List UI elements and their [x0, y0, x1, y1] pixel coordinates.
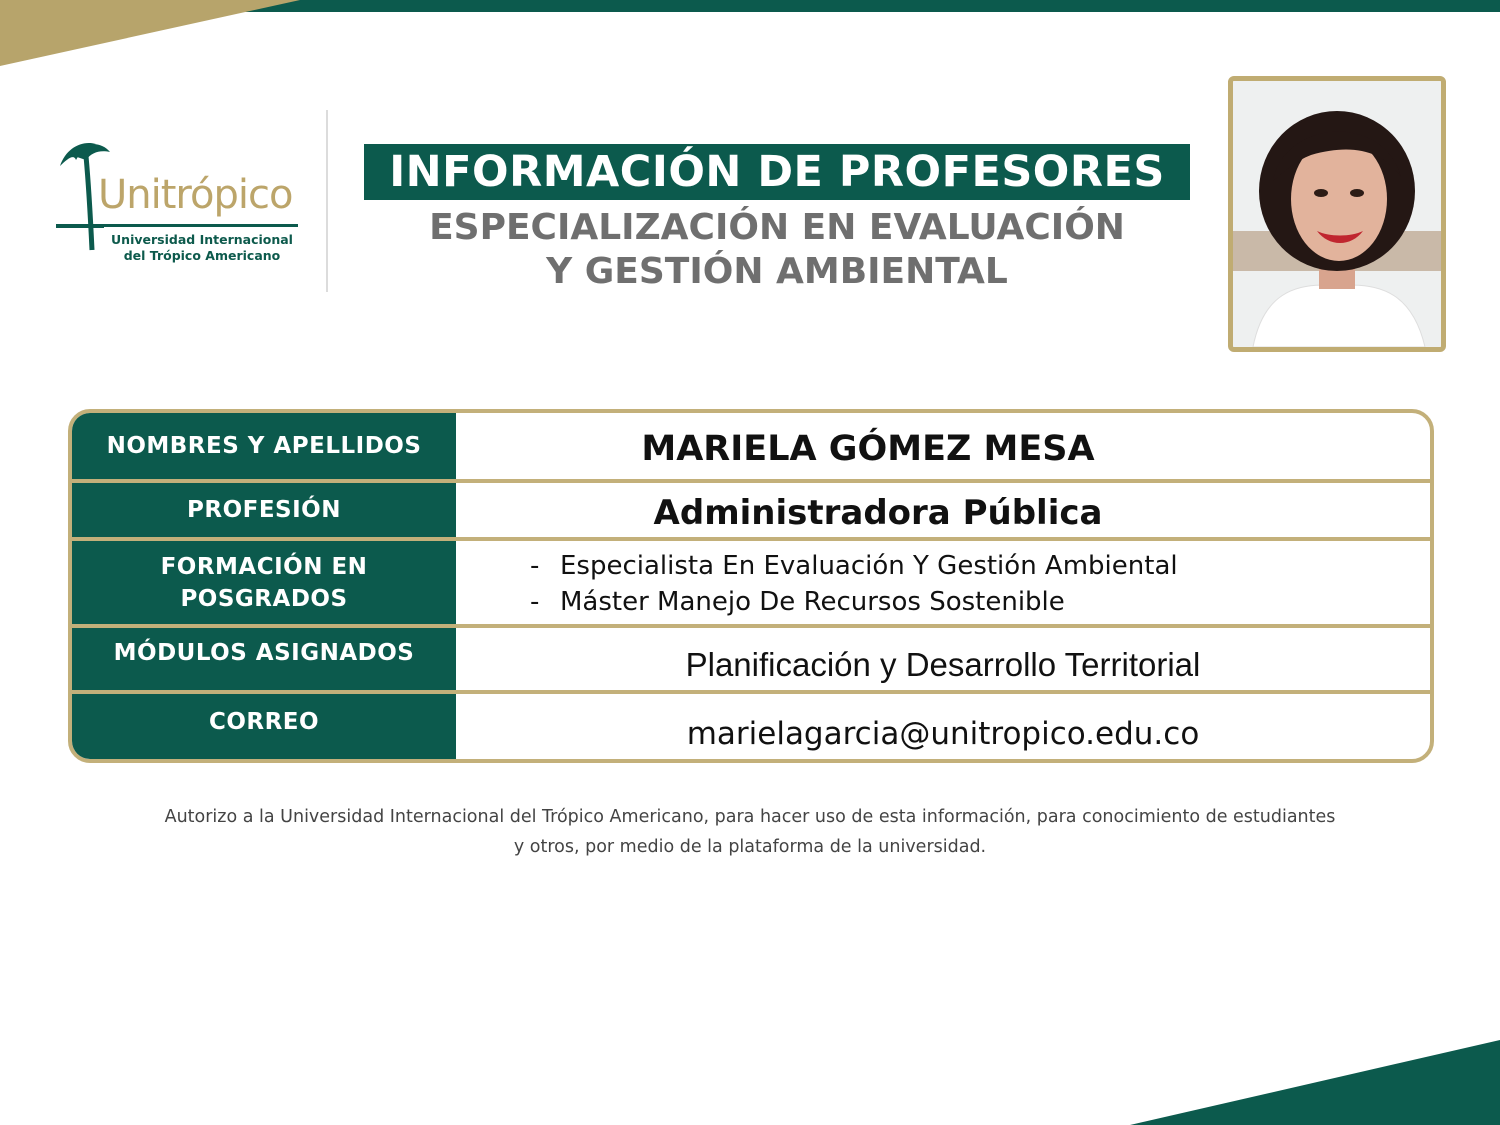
row-name: [72, 413, 1430, 479]
logo-subtitle-line2: del Trópico Americano: [123, 248, 281, 263]
list-item: [530, 587, 1065, 617]
bullet-dash: -: [530, 587, 540, 617]
logo-underline: [98, 224, 298, 227]
professor-portrait-icon: [1233, 81, 1441, 347]
professor-photo: [1228, 76, 1446, 352]
value-modules-cell: [456, 628, 1430, 690]
label-name: NOMBRES Y APELLIDOS: [72, 413, 456, 479]
row-modules: [72, 628, 1430, 690]
logo-subtitle: [92, 232, 312, 264]
label-modules: MÓDULOS ASIGNADOS: [72, 628, 456, 690]
logo-divider: [326, 110, 328, 292]
label-postgrad-line1: FORMACIÓN EN: [160, 553, 368, 580]
value-name-cell: [456, 413, 1430, 479]
notice-line1: Autorizo a la Universidad Internacional del Trópico Americano, para hacer uso de esta información, para conocimiento de estudiantes: [164, 807, 1336, 827]
value-email-cell: [456, 694, 1430, 763]
authorization-notice: [60, 802, 1440, 862]
value-name: MARIELA GÓMEZ MESA: [641, 429, 1095, 469]
value-email[interactable]: marielagarcia@unitropico.edu.co: [686, 716, 1200, 752]
university-logo: [52, 132, 312, 272]
notice-line2: y otros, por medio de la plataforma de la universidad.: [513, 837, 987, 857]
top-decorative-band: [0, 0, 1500, 70]
value-modules: Planificación y Desarrollo Territorial: [685, 646, 1201, 683]
row-profession: [72, 483, 1430, 537]
subtitle-line2: Y GESTIÓN AMBIENTAL: [546, 251, 1008, 292]
row-postgrad: [72, 541, 1430, 624]
list-item: [530, 551, 1178, 581]
label-email: CORREO: [72, 694, 456, 763]
label-profession: PROFESIÓN: [72, 483, 456, 537]
bullet-dash: -: [530, 551, 540, 581]
subtitle-line1: ESPECIALIZACIÓN EN EVALUACIÓN: [429, 207, 1125, 248]
postgrad-item-1: Especialista En Evaluación Y Gestión Ambiental: [560, 551, 1178, 581]
logo-subtitle-line1: Universidad Internacional: [111, 232, 293, 247]
label-postgrad: [72, 541, 456, 624]
label-postgrad-line2: POSGRADOS: [180, 585, 348, 612]
logo-wordmark: Unitrópico: [98, 172, 293, 218]
professor-info-table: [68, 409, 1434, 763]
value-postgrad-cell: [456, 541, 1430, 624]
row-email: [72, 694, 1430, 763]
value-profession-cell: [456, 483, 1430, 537]
page-title: INFORMACIÓN DE PROFESORES: [389, 147, 1165, 197]
bottom-decorative-band: [1100, 1040, 1500, 1125]
page-subtitle: [364, 206, 1190, 294]
value-profession: Administradora Pública: [653, 493, 1103, 533]
postgrad-item-2: Máster Manejo De Recursos Sostenible: [560, 587, 1065, 617]
